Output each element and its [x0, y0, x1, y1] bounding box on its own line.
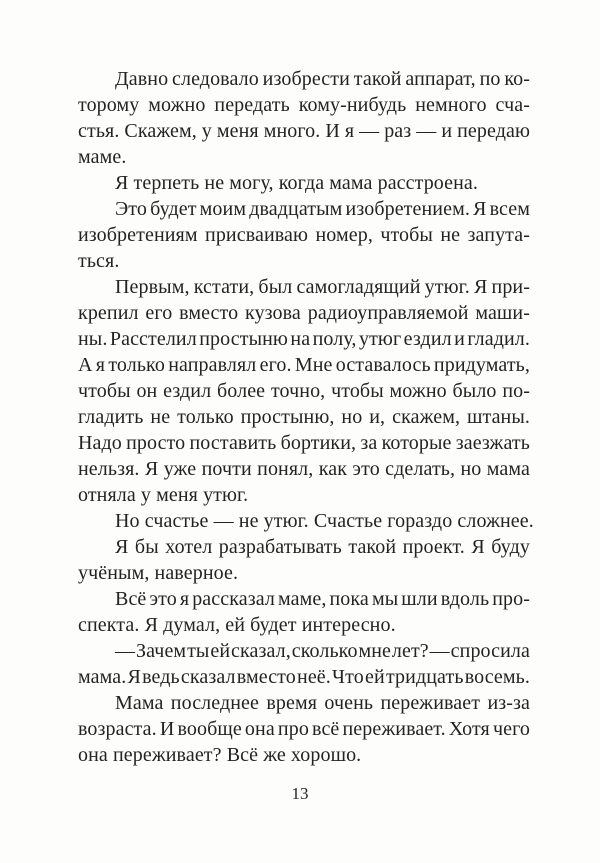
text-line-content: Это будет моим двадцатым изобретением. Я всем — [115, 198, 530, 220]
text-line-content: маме. — [78, 146, 127, 168]
text-line-content: спекта. Я думал, ей будет интересно. — [78, 614, 396, 636]
text-line — [78, 742, 530, 768]
text-line — [78, 508, 534, 534]
text-line — [78, 66, 530, 92]
text-line-content: отняла у меня утюг. — [78, 484, 249, 506]
text-line-content: изобретениям присваиваю номер, чтобы не запута- — [78, 224, 530, 246]
text-line-content: Я терпеть не могу, когда мама расстроена. — [115, 172, 479, 194]
text-line-content: ны. Расстелил простыню на полу, утюг ездил и гладил. — [78, 328, 530, 350]
text-line — [78, 716, 530, 742]
text-line — [78, 170, 530, 196]
text-line — [78, 326, 530, 352]
text-line — [78, 378, 530, 404]
text-line-content: Давно следовало изобрести такой аппарат, по ко- — [115, 68, 530, 90]
text-line-content: Но счастье — не утюг. Счастье гораздо сложнее. — [115, 510, 534, 532]
text-line — [78, 612, 530, 638]
page-number: 13 — [291, 784, 309, 803]
text-line — [78, 92, 530, 118]
text-line-content: Первым, кстати, был самогладящий утюг. Я при- — [115, 276, 530, 298]
text-line-content: А я только направлял его. Мне оставалось придумать, — [78, 354, 530, 376]
text-line-content: возраста. И вообще она про всё переживает. Хотя чего — [78, 718, 530, 740]
text-line-content: стья. Скажем, у меня много. И я — раз — и передаю — [78, 120, 530, 142]
text-line-content: Мама последнее время очень переживает из-за — [115, 692, 530, 714]
text-line-content: гладить не только простыню, но и, скажем, штаны. — [78, 406, 530, 428]
text-line-content: учёным, наверное. — [78, 562, 239, 584]
text-line — [78, 196, 530, 222]
text-line — [78, 248, 530, 274]
text-line — [78, 222, 530, 248]
text-line — [78, 690, 530, 716]
text-line-content: она переживает? Всё же хорошо. — [78, 744, 362, 766]
text-line-content: торому можно передать кому-нибудь немного сча- — [78, 94, 530, 116]
text-line — [78, 560, 530, 586]
text-line — [78, 534, 530, 560]
text-line-content: Всё это я рассказал маме, пока мы шли вдоль про- — [115, 588, 530, 610]
text-line — [78, 352, 530, 378]
text-line-content: мама. Я ведь сказал вместо неё. Что ей тридцать восемь. — [78, 666, 530, 688]
text-line-content: крепил его вместо кузова радиоуправляемой маши- — [78, 302, 530, 324]
text-line — [78, 404, 530, 430]
text-line-content: чтобы он ездил более точно, чтобы можно было по- — [78, 380, 530, 402]
text-line — [78, 664, 530, 690]
text-line-content: Надо просто поставить бортики, за которые заезжать — [78, 432, 530, 454]
text-line — [78, 144, 530, 170]
text-line-content: ться. — [78, 250, 120, 272]
text-line — [78, 638, 530, 664]
text-line — [78, 118, 530, 144]
text-line-content: Я бы хотел разрабатывать такой проект. Я буду — [115, 536, 530, 558]
text-line — [78, 430, 530, 456]
text-line — [78, 482, 530, 508]
text-line — [78, 274, 530, 300]
text-line-content: нельзя. Я уже почти понял, как это сделать, но мама — [78, 458, 530, 480]
text-line — [78, 300, 530, 326]
page-text — [78, 66, 534, 768]
text-line — [78, 456, 530, 482]
text-line-content: — Зачем ты ей сказал, сколько мне лет? — спросила — [115, 640, 530, 662]
text-line — [78, 586, 530, 612]
